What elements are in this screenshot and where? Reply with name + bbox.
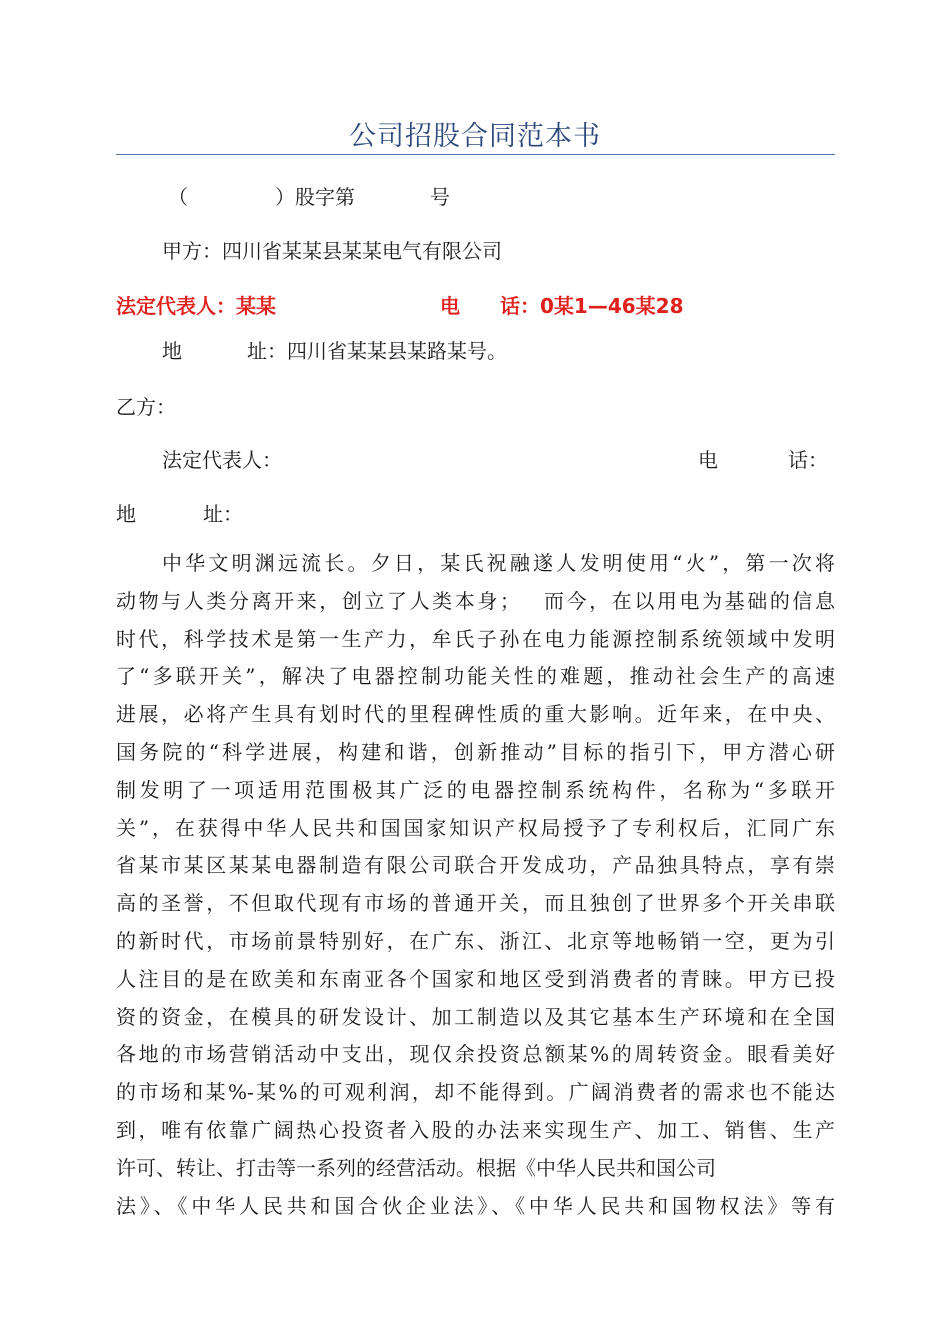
paragraph-line: 各地的市场营销活动中支出，现仅余投资总额某%的周转资金。眼看美好 — [116, 1042, 835, 1067]
party-b-phone-label-1: 电 — [698, 448, 718, 472]
party-b-label: 乙方： — [116, 395, 176, 419]
paragraph-line: 中华文明渊远流长。夕日，某氏祝融遂人发明使用“火”，第一次将 — [162, 551, 835, 575]
paragraph-line: 资的资金，在模具的研发设计、加工制造以及其它基本生产环境和在全国 — [116, 1004, 835, 1029]
title-underline — [116, 154, 835, 155]
party-b-legal-rep: 法定代表人： — [162, 448, 282, 472]
paragraph-line: 进展，必将产生具有划时代的里程碑性质的重大影响。近年来，在中央、 — [116, 702, 835, 727]
paragraph-line: 制发明了一项适用范围极其广泛的电器控制系统构件，名称为“多联开 — [116, 777, 835, 802]
party-b-address-label-2: 址： — [203, 502, 243, 526]
paragraph-line: 时代，科学技术是第一生产力，牟氏子孙在电力能源控制系统领域中发明 — [116, 626, 835, 651]
party-a-legal-rep: 法定代表人：某某 — [116, 294, 276, 318]
paragraph-line: 许可、转让、打击等一系列的经营活动。根据《中华人民共和国公司 — [116, 1155, 716, 1180]
paragraph-line: 人注目的是在欧美和东南亚各个国家和地区受到消费者的青睐。甲方已投 — [116, 966, 835, 991]
preamble-paragraph — [116, 545, 835, 1225]
paragraph-line: 动物与人类分离开来，创立了人类本身； 而今，在以用电为基础的信息 — [116, 588, 835, 613]
paragraph-line: 到，唯有依靠广阔热心投资者入股的办法来实现生产、加工、销售、生产 — [116, 1117, 835, 1142]
paragraph-line: 国务院的“科学进展，构建和谐，创新推动”目标的指引下，甲方潜心研 — [116, 739, 835, 764]
party-a-phone: 电 话：0某1—46某28 — [440, 294, 684, 318]
paragraph-line: 的新时代，市场前景特别好，在广东、浙江、北京等地畅销一空，更为引 — [116, 928, 835, 953]
number-suffix: 号 — [430, 185, 450, 209]
paragraph-line: 的市场和某%-某%的可观利润，却不能得到。广阔消费者的需求也不能达 — [116, 1080, 835, 1105]
party-a-line: 甲方：四川省某某县某某电气有限公司 — [162, 239, 502, 263]
paragraph-line: 关”，在获得中华人民共和国国家知识产权局授予了专利权后，汇同广东 — [116, 815, 835, 840]
party-b-phone-label-2: 话： — [788, 448, 828, 472]
document-title: 公司招股合同范本书 — [349, 121, 601, 152]
paragraph-line: 法》、《中华人民共和国合伙企业法》、《中华人民共和国物权法》等有 — [116, 1193, 835, 1218]
paragraph-line: 高的圣誉，不但取代现有市场的普通开关，而且独创了世界多个开关串联 — [116, 891, 835, 916]
party-a-address-value: 址：四川省某某县某路某号。 — [247, 339, 507, 363]
paragraph-line: 了“多联开关”，解决了电器控制功能关性的难题，推动社会生产的高速 — [116, 664, 835, 689]
paragraph-line: 省某市某区某某电器制造有限公司联合开发成功，产品独具特点，享有崇 — [116, 853, 835, 878]
number-stock-label: ）股字第 — [275, 185, 355, 209]
number-open-paren: （ — [168, 185, 188, 209]
party-a-address-label: 地 — [162, 339, 182, 363]
party-b-address-label-1: 地 — [116, 502, 136, 526]
